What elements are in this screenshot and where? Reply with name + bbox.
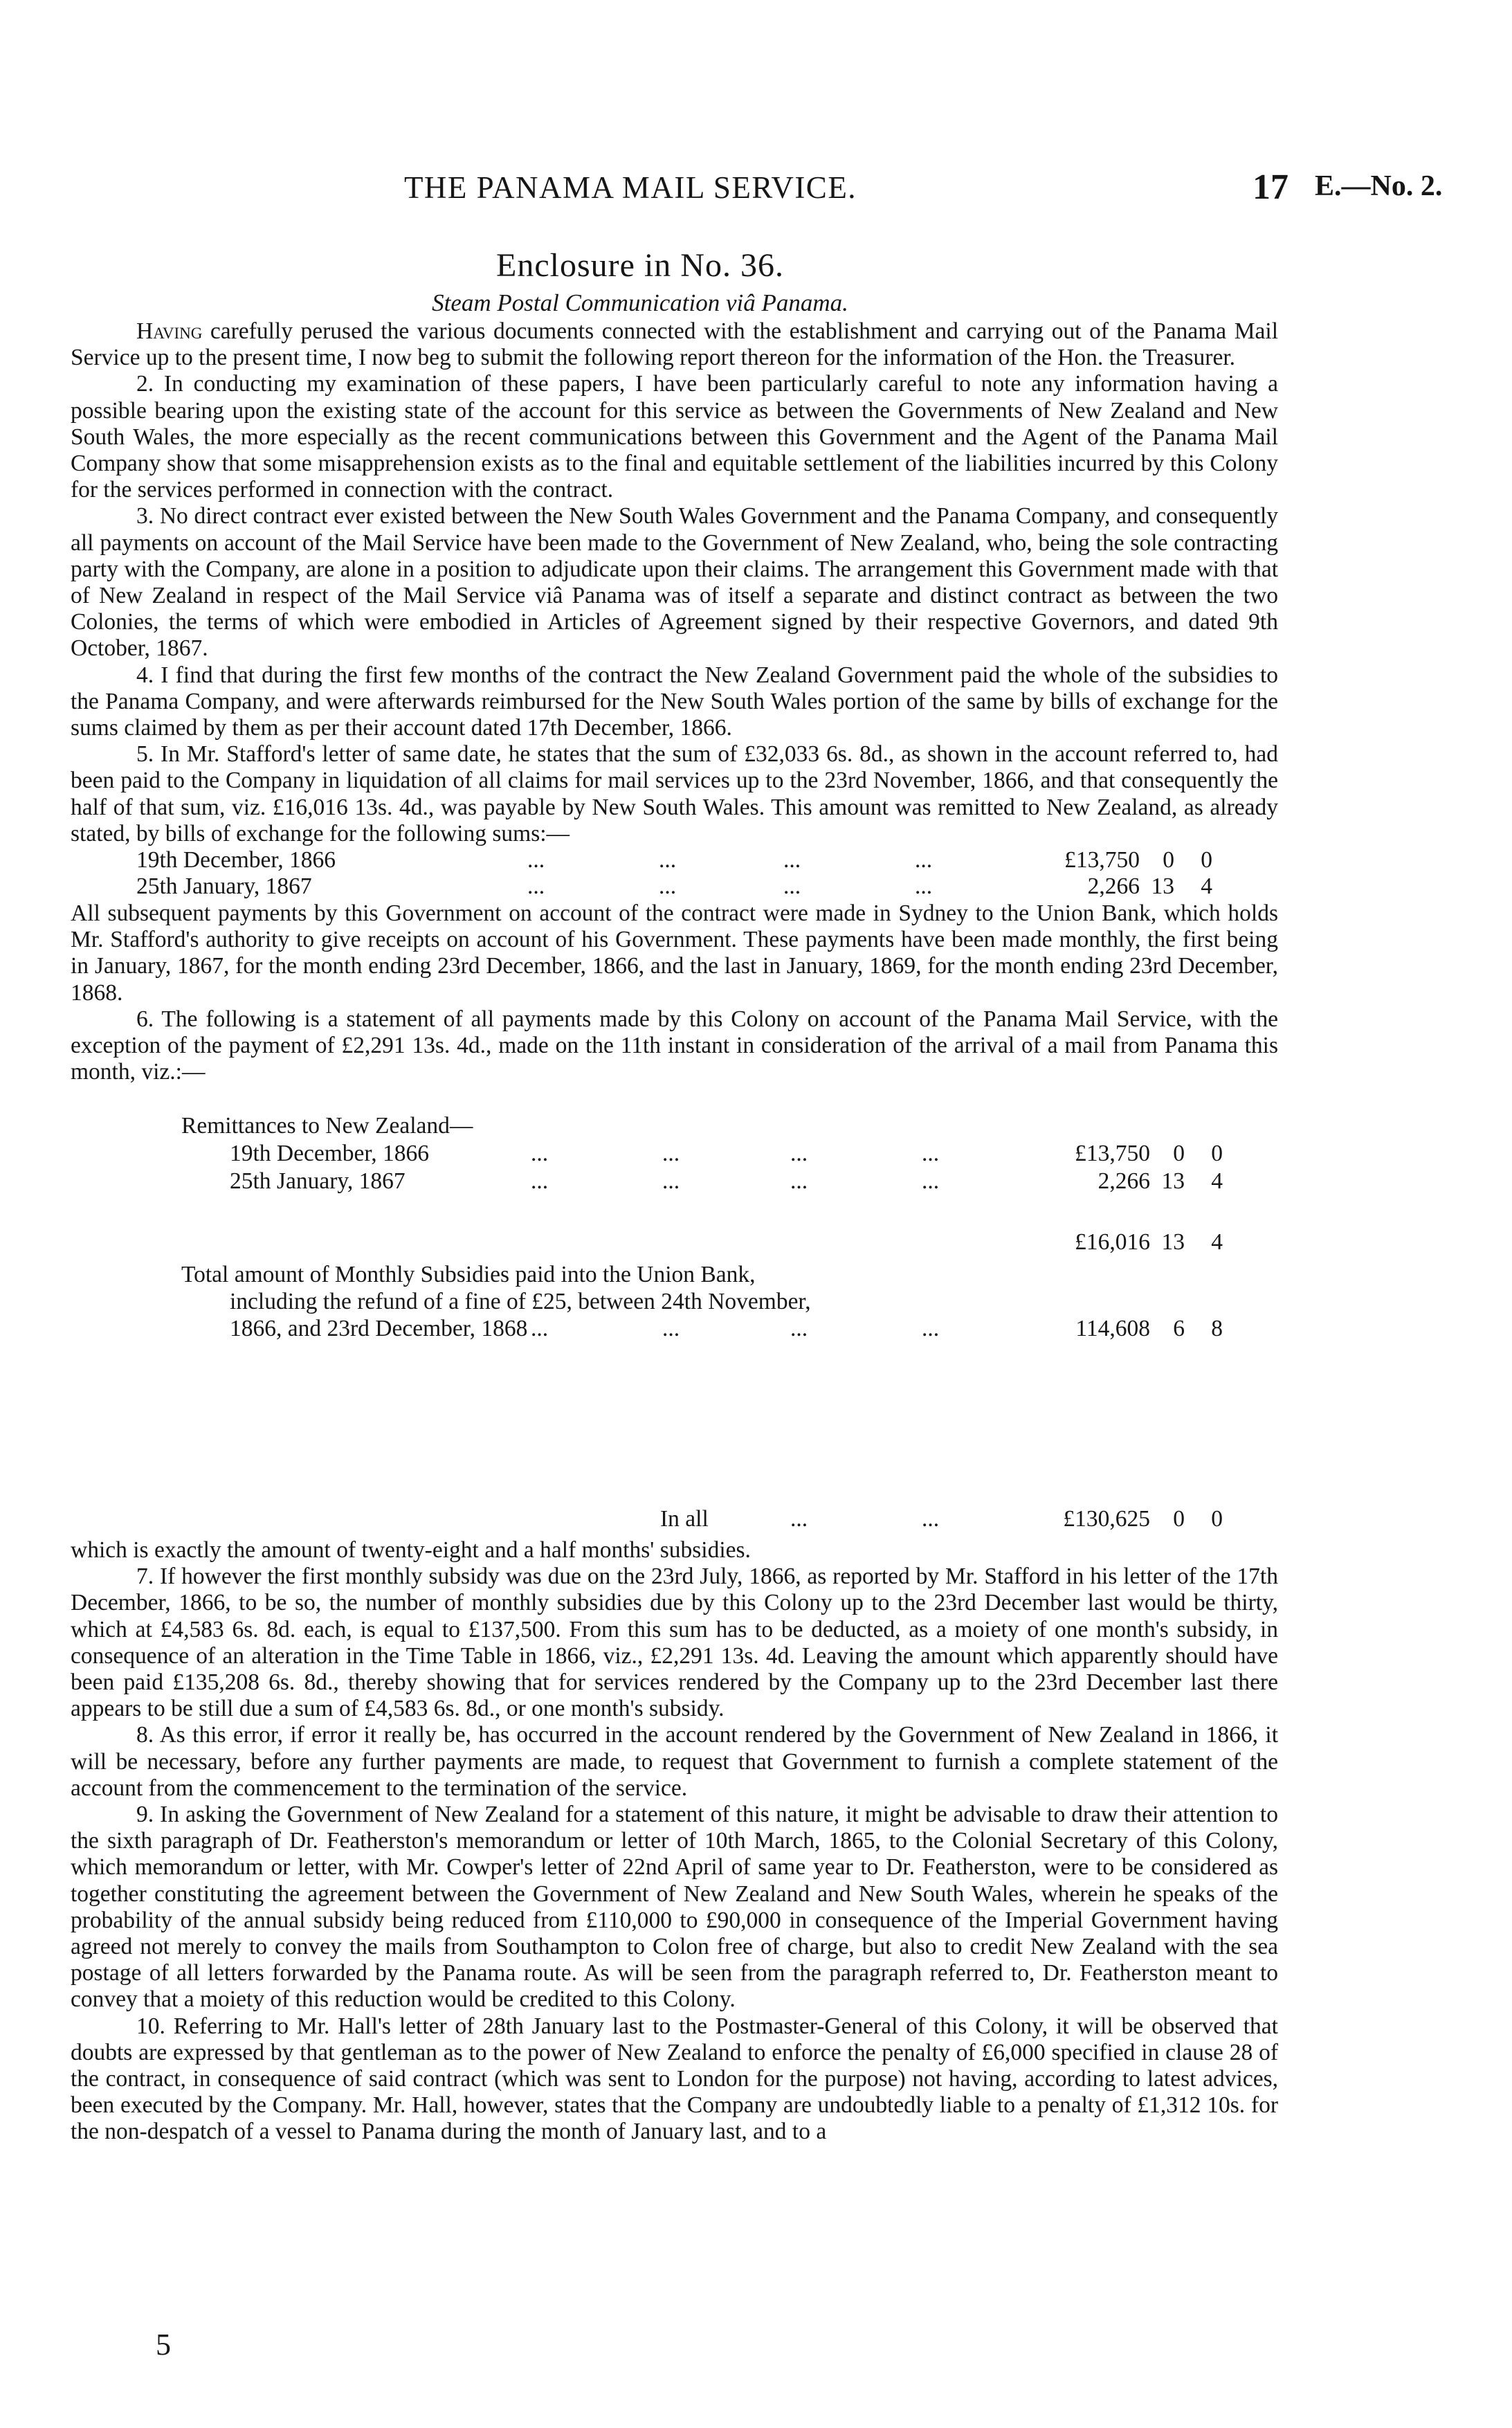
- leader: ...: [790, 1506, 808, 1532]
- monthly-label-line-1: [71, 1262, 1278, 1288]
- leader: ...: [531, 1316, 549, 1341]
- leader: ...: [531, 1141, 549, 1166]
- remittance-pounds: 2,266: [1097, 1168, 1150, 1194]
- paragraph-2: 2. In conducting my examination of these papers, I have been particularly careful to note any information having a possible bearing upon the existing state of the account for this service as between the Governments of New Zealand and New South Wales, the more especially as the recent communications between this Government and the Agent of the Panama Mail Company show that some misapprehension exists as to the final and equitable settlement of the liabilities incurred by this Colony for the services performed in connection with the contract.: [71, 371, 1278, 503]
- payments-statement: [71, 1113, 1278, 1528]
- body-block-2: [71, 1537, 1278, 2146]
- monthly-shillings: 6: [1173, 1316, 1185, 1341]
- remittance-shillings: 0: [1173, 1141, 1185, 1166]
- subtotal-row: [71, 1229, 1278, 1256]
- page-number: 17: [1253, 167, 1288, 207]
- running-title: THE PANAMA MAIL SERVICE.: [403, 170, 857, 205]
- leader: ...: [790, 1168, 808, 1194]
- paragraph-1: [71, 318, 1278, 371]
- total-shillings: 0: [1173, 1506, 1185, 1532]
- monthly-row: [71, 1316, 1278, 1342]
- total-line: [71, 1506, 1278, 1532]
- subtotal-pence: 4: [1211, 1229, 1223, 1255]
- paragraph-5-continued: All subsequent payments by this Government on account of the contract were made in Sydney to the Union Bank, which holds Mr. Stafford's authority to give receipts on account of his Government. These payments have been made monthly, the first being in January, 1867, for the month ending 23rd December, 1866, and the last in January, 1869, for the month ending 23rd December, 1868.: [71, 900, 1278, 1006]
- paragraph-5: 5. In Mr. Stafford's letter of same date, he states that the sum of £32,033 6s. 8d., as shown in the account referred to, had been paid to the Company in liquidation of all claims for mail services up to the 23rd November, 1866, and that consequently the half of that sum, viz. £16,016 13s. 4d., was payable by New South Wales. This amount was remitted to New Zealand, as already stated, by bills of exchange for the following sums:—: [71, 741, 1278, 846]
- leader: ...: [527, 873, 545, 900]
- remittance-row: [71, 1168, 1278, 1195]
- leader: ...: [662, 1141, 680, 1166]
- bill-pounds: £13,750: [1064, 847, 1140, 873]
- monthly-label-2: including the refund of a fine of £25, between 24th November,: [230, 1289, 811, 1314]
- total-pence: 0: [1211, 1506, 1223, 1532]
- leader: ...: [922, 1168, 940, 1194]
- running-header: [0, 167, 1512, 232]
- leader: ...: [783, 847, 801, 873]
- monthly-pounds: 114,608: [1075, 1316, 1150, 1341]
- monthly-label-1: Total amount of Monthly Subsidies paid into the Union Bank,: [181, 1262, 756, 1287]
- leader: ...: [790, 1316, 808, 1341]
- remittance-shillings: 13: [1161, 1168, 1185, 1194]
- remittance-pence: 4: [1211, 1168, 1223, 1194]
- bill-date: 19th December, 1866: [136, 847, 336, 873]
- paragraph-7: 7. If however the first monthly subsidy was due on the 23rd July, 1866, as reported by Mr. Stafford in his letter of the 17th December, 1866, to be so, the number of monthly subsidies due by this Colony up to the 23rd December last would be thirty, which at £4,583 6s. 8d. each, is equal to £137,500. From this sum has to be deducted, as a moiety of one month's subsidy, in consequence of an alteration in the Time Table in 1866, viz., £2,291 13s. 4d. Leaving the amount which apparently should have been paid £135,208 6s. 8d., thereby showing that for services rendered by the Company up to the 23rd December last there appears to be still due a sum of £4,583 6s. 8d., or one month's subsidy.: [71, 1564, 1278, 1722]
- total-row: [71, 1506, 1278, 1534]
- document-reference: E.—No. 2.: [1315, 170, 1443, 202]
- bill-row: [71, 847, 1278, 873]
- bill-date: 25th January, 1867: [136, 873, 312, 900]
- paragraph-6: 6. The following is a statement of all payments made by this Colony on account of the Panama Mail Service, with the exception of the payment of £2,291 13s. 4d., made on the 11th instant in consideration of the arrival of a mail from Panama this month, viz.:—: [71, 1006, 1278, 1085]
- leader: ...: [922, 1141, 940, 1166]
- leader: ...: [659, 847, 677, 873]
- leader: ...: [662, 1316, 680, 1341]
- body-block-1: [71, 318, 1278, 1085]
- leader: ...: [922, 1506, 940, 1532]
- leader: ...: [790, 1141, 808, 1166]
- enclosure-subtitle: Steam Postal Communication viâ Panama.: [432, 289, 848, 316]
- subtotal-pounds: £16,016: [1075, 1229, 1150, 1255]
- bills-table: [71, 847, 1278, 900]
- enclosure-title: Enclosure in No. 36.: [496, 247, 784, 284]
- remittance-date: 19th December, 1866: [230, 1141, 429, 1166]
- paragraph-10: 10. Referring to Mr. Hall's letter of 28th January last to the Postmaster-General of this Colony, it will be observed that doubts are expressed by that gentleman as to the power of New Zealand to enforce the penalty of £6,000 specified in clause 28 of the contract, in consequence of said contract (which was sent to London for the purpose) not having, according to latest advices, been executed by the Company. Mr. Hall, however, states that the Company are undoubtedly liable to a penalty of £1,312 10s. for the non-despatch of a vessel to Panama during the month of January last, and to a: [71, 2013, 1278, 2145]
- remittance-date: 25th January, 1867: [230, 1168, 406, 1194]
- paragraph-4: 4. I find that during the first few months of the contract the New Zealand Government paid the whole of the subsidies to the Panama Company, and were afterwards reimbursed for the New South Wales portion of the same by bills of exchange for the sums claimed by them as per their account dated 17th December, 1866.: [71, 662, 1278, 741]
- remittance-pounds: £13,750: [1075, 1141, 1150, 1166]
- remittances-heading: [71, 1113, 1278, 1139]
- bill-pence: 4: [1201, 873, 1212, 900]
- leader: ...: [662, 1168, 680, 1194]
- remittance-pence: 0: [1211, 1141, 1223, 1166]
- remittances-label: Remittances to New Zealand—: [181, 1113, 473, 1139]
- statement-conclusion: which is exactly the amount of twenty-eight and a half months' subsidies.: [71, 1537, 751, 1563]
- paragraph-9: 9. In asking the Government of New Zealand for a statement of this nature, it might be advisable to draw their attention to the sixth paragraph of Dr. Featherston's memorandum or letter of 10th March, 1865, to the Colonial Secretary of this Colony, which memorandum or letter, with Mr. Cowper's letter of 22nd April of same year to Dr. Featherston, were to be considered as together constituting the agreement between the Government of New Zealand and New South Wales, wherein he speaks of the probability of the annual subsidy being reduced from £110,000 to £90,000 in consequence of the Imperial Government having agreed not merely to convey the mails from Southampton to Colon free of charge, but also to credit New Zealand with the sea postage of all letters forwarded by the Panama route. As will be seen from the paragraph referred to, Dr. Featherston meant to convey that a moiety of this reduction would be credited to this Colony.: [71, 1802, 1278, 2013]
- leader: ...: [531, 1168, 549, 1194]
- monthly-pence: 8: [1211, 1316, 1223, 1341]
- leader: ...: [915, 873, 933, 900]
- bill-row: [71, 873, 1278, 900]
- total-label: In all: [660, 1506, 709, 1532]
- remittance-row: [71, 1141, 1278, 1167]
- paragraph-8: 8. As this error, if error it really be, has occurred in the account rendered by the Government of New Zealand in 1866, it will be necessary, before any further payments are made, to request that Government to furnish a complete statement of the account from the commencement to the termination of the service.: [71, 1722, 1278, 1801]
- total-pounds: £130,625: [1063, 1506, 1150, 1532]
- signature-mark: 5: [156, 2328, 171, 2362]
- bill-shillings: 13: [1151, 873, 1174, 900]
- subtotal-shillings: 13: [1161, 1229, 1185, 1255]
- leader: ...: [783, 873, 801, 900]
- monthly-label-line-2: [71, 1289, 1278, 1315]
- leader: ...: [527, 847, 545, 873]
- monthly-label-3: 1866, and 23rd December, 1868: [230, 1316, 528, 1341]
- leader: ...: [915, 847, 933, 873]
- bill-shillings: 0: [1163, 847, 1174, 873]
- paragraph-1-lead: Having: [136, 318, 203, 344]
- leader: ...: [659, 873, 677, 900]
- paragraph-1-text: carefully perused the various documents connected with the establishment and carrying out of the Panama Mail Service up to the present time, I now beg to submit the following report thereon for the information of the Hon. the Treasurer.: [71, 318, 1278, 371]
- paragraph-3: 3. No direct contract ever existed between the New South Wales Government and the Panama Company, and consequently all payments on account of the Mail Service have been made to the Government of New Zealand, who, being the sole contracting party with the Company, are alone in a position to adjudicate upon their claims. The arrangement this Government made with that of New Zealand in respect of the Mail Service viâ Panama was of itself a separate and distinct contract as between the two Colonies, the terms of which were embodied in Articles of Agreement signed by their respective Governors, and dated 9th October, 1867.: [71, 503, 1278, 662]
- bill-pence: 0: [1201, 847, 1212, 873]
- leader: ...: [922, 1316, 940, 1341]
- bill-pounds: 2,266: [1087, 873, 1140, 900]
